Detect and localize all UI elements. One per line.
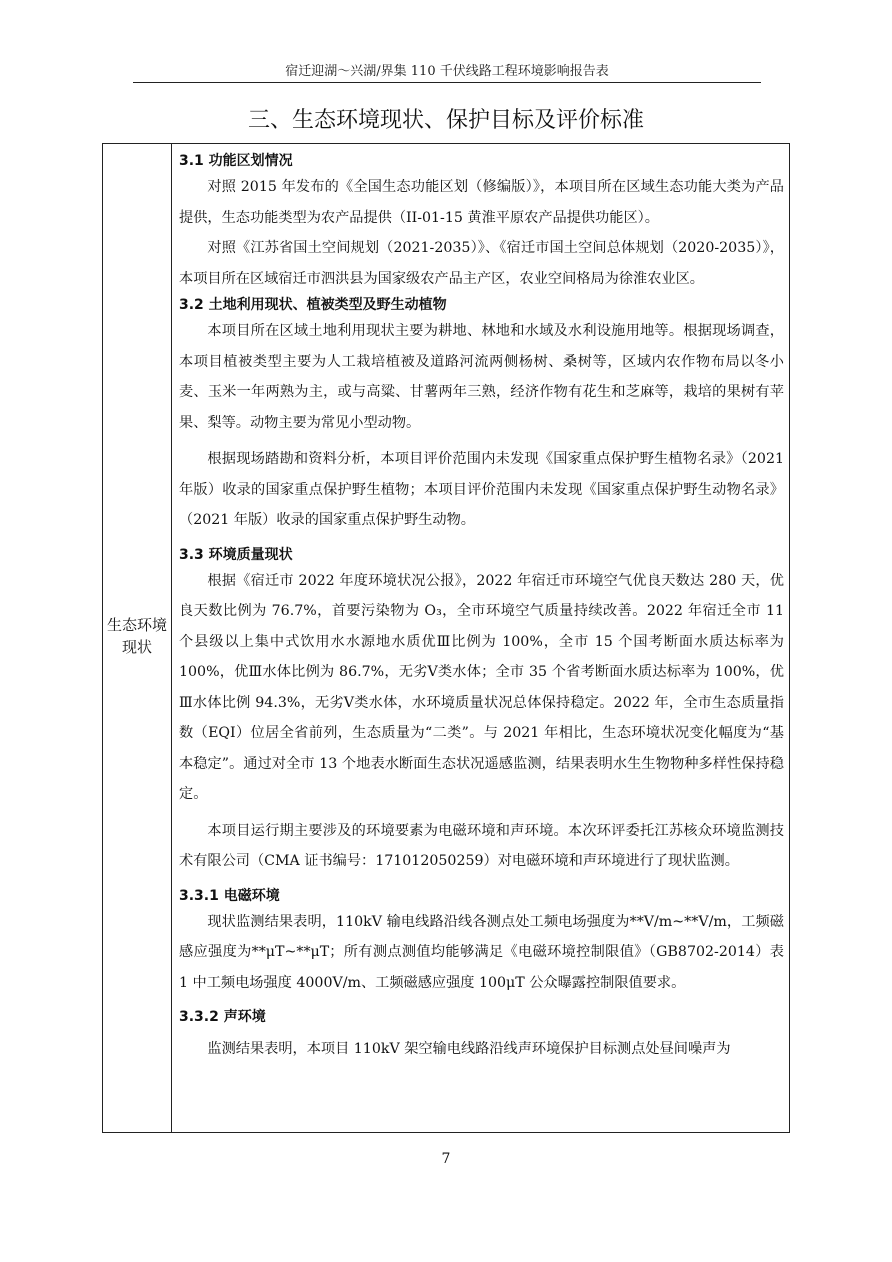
content-table bbox=[102, 143, 790, 1133]
running-header: 宿迁迎湖～兴湖/界集 110 千伏线路工程环境影响报告表 bbox=[285, 64, 609, 79]
paragraph: 对照 2015 年发布的《全国生态功能区划（修编版）》，本项目所在区域生态功能大类为产品提供，生态功能类型为农产品提供（II-01-15 黄淮平原农产品提供功能区）。 bbox=[179, 179, 784, 226]
heading-3-3: 3.3 环境质量现状 bbox=[179, 546, 293, 563]
heading-3-2: 3.2 土地利用现状、植被类型及野生动植物 bbox=[179, 297, 447, 313]
paragraph: 监测结果表明，本项目 110kV 架空输电线路沿线声环境保护目标测点处昼间噪声为 bbox=[207, 1041, 731, 1057]
paragraph: 本项目运行期主要涉及的环境要素为电磁环境和声环境。本次环评委托江苏核众环境监测技术有限公司（CMA 证书编号：171012050259）对电磁环境和声环境进行了现状监测。 bbox=[179, 822, 784, 869]
row-label bbox=[103, 614, 171, 658]
paragraph: 现状监测结果表明，110kV 输电线路沿线各测点处工频电场强度为**V/m~**V/m，工频磁感应强度为**μT~**μT；所有测点测值均能够满足《电磁环境控制限值》（GB8702-2014）表 1 中工频电场强度 4000V/m、工频磁感应强度 100μT 公众曝露控制限值要求。 bbox=[179, 913, 784, 991]
heading-3-1: 3.1 功能区划情况 bbox=[179, 153, 293, 169]
heading-3-3-2: 3.3.2 声环境 bbox=[179, 1009, 266, 1025]
paragraph: 本项目所在区域土地利用现状主要为耕地、林地和水域及水利设施用地等。根据现场调查，本项目植被类型主要为人工栽培植被及道路河流两侧杨树、桑树等，区域内农作物布局以冬小麦、玉米一年两熟为主，或与高粱、甘薯两年三熟，经济作物有花生和芝麻等，栽培的果树有苹果、梨等。动物主要为常见小型动物。 bbox=[179, 323, 784, 431]
content-cell bbox=[179, 150, 784, 1065]
page-number: 7 bbox=[441, 1151, 451, 1167]
header-divider bbox=[133, 82, 761, 83]
column-divider bbox=[171, 144, 172, 1132]
paragraph: 对照《江苏省国土空间规划（2021-2035）》、《宿迁市国土空间总体规划（2020-2035）》，本项目所在区域宿迁市泗洪县为国家级农产品主产区，农业空间格局为徐淮农业区。 bbox=[179, 240, 784, 287]
paragraph: 根据现场踏勘和资料分析，本项目评价范围内未发现《国家重点保护野生植物名录》（2021 年版）收录的国家重点保护野生植物；本项目评价范围内未发现《国家重点保护野生动物名录》（2021 年版）收录的国家重点保护野生动物。 bbox=[179, 451, 784, 528]
heading-3-3-1: 3.3.1 电磁环境 bbox=[179, 887, 280, 904]
row-label-text: 生态环境现状 bbox=[106, 616, 167, 656]
paragraph: 根据《宿迁市 2022 年度环境状况公报》，2022 年宿迁市环境空气优良天数达 280 天，优良天数比例为 76.7%，首要污染物为 O₃，全市环境空气质量持续改善。2022 年宿迁全市 11 个县级以上集中式饮用水水源地水质优Ⅲ比例为 100%，全市 15 个国考断面水质达标率为 100%，优Ⅲ水体比例为 86.7%，无劣Ⅴ类水体；全市 35 个省考断面水质达标率为 100%，优Ⅲ水体比例 94.3%，无劣Ⅴ类水体，水环境质量状况总体保持稳定。2022 年，全市生态质量指数（EQI）位居全省前列，生态质量为“二类”。与 2021 年相比，生态环境状况变化幅度为“基本稳定”。通过对全市 13 个地表水断面生态状况遥感监测，结果表明水生生物物种多样性保持稳定。 bbox=[179, 572, 784, 802]
section-title: 三、生态环境现状、保护目标及评价标准 bbox=[247, 108, 644, 133]
